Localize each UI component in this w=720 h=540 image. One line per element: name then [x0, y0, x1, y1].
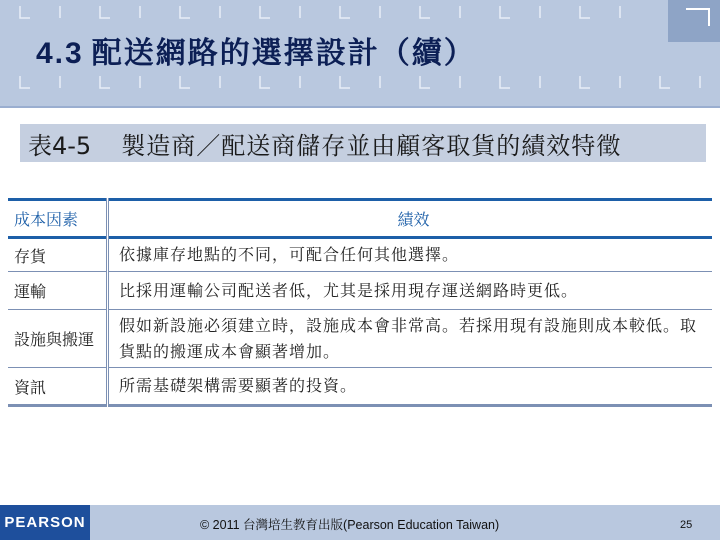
header-cost-factor: 成本因素 — [8, 200, 108, 238]
pearson-logo-text: PEARSON — [4, 514, 86, 531]
row-performance: 比採用運輸公司配送者低，尤其是採用現存運送網路時更低。 — [108, 272, 713, 310]
row-factor: 設施與搬運 — [8, 310, 108, 368]
pearson-logo — [0, 505, 90, 540]
table-row — [8, 368, 712, 406]
footer — [0, 505, 720, 540]
copyright-text: © 2011 台灣培生教育出版(Pearson Education Taiwan) — [200, 518, 500, 532]
table-row — [8, 272, 712, 310]
header-divider — [0, 106, 720, 108]
table-caption — [20, 124, 706, 162]
row-performance: 所需基礎架構需要顯著的投資。 — [108, 368, 713, 406]
row-factor: 資訊 — [8, 368, 108, 406]
slide-title-text: 配送網路的選擇設計（續） — [91, 36, 476, 71]
table-header-row — [8, 200, 712, 238]
row-performance: 依據庫存地點的不同，可配合任何其他選擇。 — [108, 238, 713, 272]
performance-table — [8, 198, 712, 407]
table-row — [8, 238, 712, 272]
header-performance: 績效 — [108, 200, 713, 238]
row-factor: 運輸 — [8, 272, 108, 310]
table-caption-text: 製造商／配送商儲存並由顧客取貨的績效特徵 — [121, 131, 622, 160]
slide-title-number: 4.3 — [36, 37, 84, 70]
row-factor: 存貨 — [8, 238, 108, 272]
slide-title — [36, 28, 476, 72]
page-number: 25 — [680, 519, 693, 531]
table-row — [8, 310, 712, 368]
corner-mark — [668, 0, 720, 42]
header-band — [0, 0, 720, 106]
table-caption-label: 表4-5 — [28, 131, 92, 160]
row-performance: 假如新設施必須建立時，設施成本會非常高。若採用現有設施則成本較低。取貨點的搬運成本會顯著增加。 — [108, 310, 713, 368]
